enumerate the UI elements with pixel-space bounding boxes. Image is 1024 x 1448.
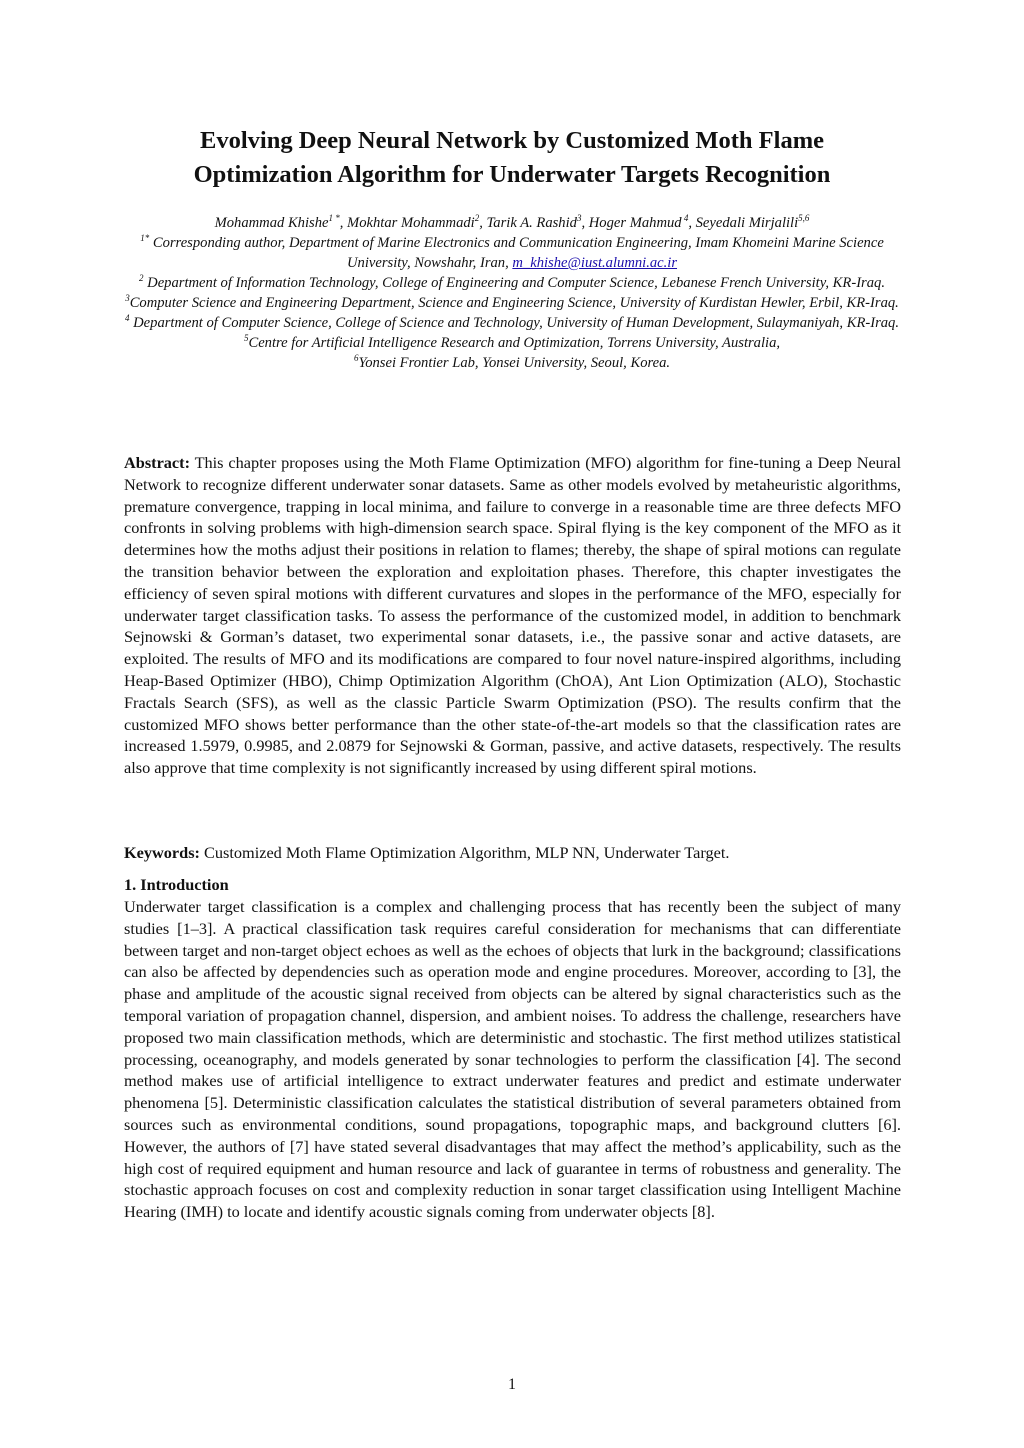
author-sup: 3 [576, 213, 582, 224]
title-line-1: Evolving Deep Neural Network by Customized Moth Flame [199, 127, 824, 154]
affiliation-4 [110, 313, 914, 333]
keywords [124, 842, 901, 864]
author-name: , Mokhtar Mohammadi [339, 215, 475, 231]
affiliation-sup: 5 [243, 333, 249, 344]
abstract-text: This chapter proposes using the Moth Flame Optimization (MFO) algorithm for fine-tuning a Deep Neural Network to recognize different underwater sonar datasets. Same as other models evolved by metaheuristic algorithms, premature convergence, trapping in local minima, and failure to converge in a reasonable time are three defects MFO confronts in solving problems with high-dimension search space. Spiral flying is the key component of the MFO as it determines how the moths adjust their positions in relation to flames; thereby, the shape of spiral motions can regulate the transition behavior between the exploration and exploitation phases. Therefore, this chapter investigates the efficiency of seven spiral motions with different curvatures and slopes in the performance of the MFO, especially for underwater target classification tasks. To assess the performance of the customized model, in addition to benchmark Sejnowski & Gorman’s dataset, two experimental sonar datasets, i.e., the passive sonar and active datasets, are exploited. The results of MFO and its modifications are compared to four novel nature-inspired algorithms, including Heap-Based Optimizer (HBO), Chimp Optimization Algorithm (ChOA), Ant Lion Optimization (ALO), Stochastic Fractals Search (SFS), as well as the classic Particle Swarm Optimization (PSO). The results confirm that the customized MFO shows better performance than the other state-of-the-art models so that the classification rates are increased 1.5979, 0.9985, and 2.0879 for Sejnowski & Gorman, passive, and active datasets, respectively. The results also approve that time complexity is not significantly increased by using different spiral motions. [124, 453, 901, 778]
author-block [110, 213, 914, 373]
author-sup: 1 * [328, 213, 340, 224]
author-sup: 2 [474, 213, 480, 224]
author-name: , Hoger Mahmud [581, 215, 682, 231]
affiliation-text: Department of Information Technology, College of Engineering and Computer Science, Lebanese French University, KR-Iraq. [143, 275, 885, 291]
keywords-text: Customized Moth Flame Optimization Algorithm, MLP NN, Underwater Target. [199, 843, 730, 862]
author-name: , Seyedali Mirjalili [688, 215, 799, 231]
abstract-label: Abstract: [124, 453, 191, 472]
introduction-paragraph: Underwater target classification is a complex and challenging process that has recently been the subject of many studies [1–3]. A practical classification task requires careful consideration for mechanisms that can differentiate between target and non-target object echoes as well as the echoes of objects that lurk in the background; classifications can also be affected by dependencies such as operation mode and engine procedures. Moreover, according to [3], the phase and amplitude of the acoustic signal received from objects can be altered by signal characteristics such as the temporal variation of propagation channel, dispersion, and ambient noises. To address the challenge, researchers have proposed two main classification methods, which are deterministic and stochastic. The first method utilizes statistical processing, oceanography, and models generated by sonar technologies to perform the classification [4]. The second method makes use of artificial intelligence to extract underwater features and predict and estimate underwater phenomena [5]. Deterministic classification calculates the statistical distribution of several parameters obtained from sources such as environmental conditions, sound propagations, topographic maps, and background clutters [6]. However, the authors of [7] have stated several disadvantages that may affect the method’s applicability, such as the high cost of required equipment and human resource and lack of guarantee in terms of robustness and generality. The stochastic approach focuses on cost and complexity reduction in sonar target classification using Intelligent Machine Hearing (IMH) to locate and identify acoustic signals coming from underwater objects [8]. [124, 897, 901, 1222]
author-sup: 4 [681, 213, 689, 224]
affiliation-sup: 4 [124, 313, 130, 324]
paper-title [124, 124, 900, 192]
author-sup: 5,6 [798, 213, 810, 224]
keywords-label: Keywords: [124, 843, 200, 862]
corresponding-email-link[interactable]: m_khishe@iust.alumni.ac.ir [512, 255, 678, 271]
affiliation-sup: 6 [353, 353, 359, 364]
affiliation-6 [110, 353, 914, 373]
abstract [124, 452, 901, 779]
affiliation-sup: 1* [140, 233, 150, 244]
affiliation-text: Centre for Artificial Intelligence Research and Optimization, Torrens University, Australia, [248, 335, 781, 351]
author-list [110, 213, 914, 233]
page-number: 1 [508, 1376, 516, 1393]
affiliation-sup: 2 [139, 273, 144, 284]
author-name: Mohammad Khishe [214, 215, 329, 231]
affiliation-5 [110, 333, 914, 353]
affiliation-sup: 3 [125, 293, 130, 304]
section-heading-introduction: 1. Introduction [124, 875, 229, 894]
affiliation-text: Computer Science and Engineering Department, Science and Engineering Science, University of Kurdistan Hewler, Erbil, KR-Iraq. [129, 295, 899, 311]
affiliation-2 [110, 273, 914, 293]
affiliation-text: Yonsei Frontier Lab, Yonsei University, Seoul, Korea. [358, 355, 671, 371]
author-name: , Tarik A. Rashid [479, 215, 577, 231]
affiliation-3 [110, 293, 914, 313]
affiliation-1 [110, 233, 914, 273]
title-line-2: Optimization Algorithm for Underwater Targets Recognition [193, 161, 831, 188]
affiliation-text: Department of Computer Science, College of Science and Technology, University of Human Development, Sulaymaniyah, KR-Iraq. [129, 315, 900, 331]
affiliation-text: Corresponding author, Department of Marine Electronics and Communication Engineering, Imam Khomeini Marine Science University, Nowshahr, Iran, [149, 235, 884, 271]
